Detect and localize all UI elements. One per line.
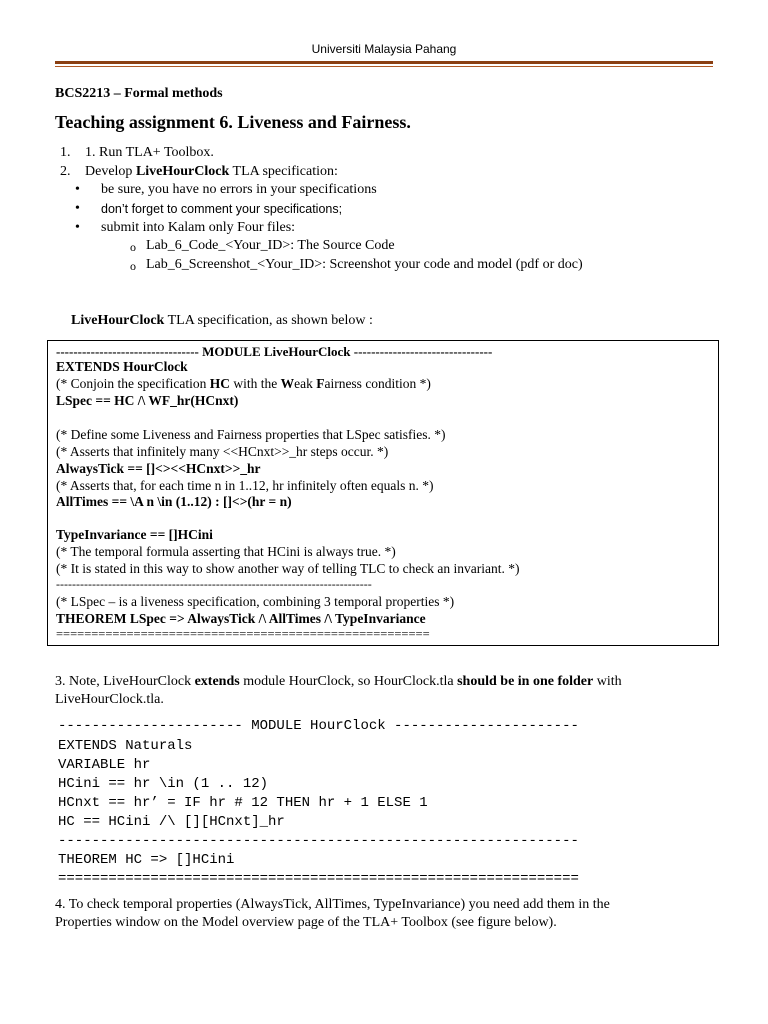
step-1-number: 1. bbox=[60, 145, 71, 160]
note3-b: extends bbox=[194, 674, 240, 689]
code-separator: -------------------------------------------------------------- bbox=[58, 833, 579, 849]
code-hcini: HCini == hr \in (1 .. 12) bbox=[58, 776, 269, 792]
code-extends: EXTENDS Naturals bbox=[58, 738, 193, 754]
spec-type-invariance: TypeInvariance == []HCini bbox=[56, 527, 213, 542]
bullet-dot-icon: • bbox=[75, 201, 80, 216]
course-title: BCS2213 – Formal methods bbox=[55, 86, 223, 101]
header-rule-thick bbox=[55, 61, 713, 64]
bullet-3: submit into Kalam only Four files: bbox=[101, 220, 296, 235]
code-theorem: THEOREM HC => []HCini bbox=[58, 852, 235, 868]
spec-lspec: LSpec == HC /\ WF_hr(HCnxt) bbox=[56, 393, 239, 408]
code-module-line: ---------------------- MODULE HourClock ---------------------- bbox=[58, 718, 579, 734]
page-header-university: Universiti Malaysia Pahang bbox=[311, 42, 457, 56]
spec-extends: EXTENDS HourClock bbox=[56, 359, 188, 374]
spec-intro-rest: TLA specification, as shown below : bbox=[164, 313, 373, 328]
spec-theorem: THEOREM LSpec => AlwaysTick /\ AllTimes /\ TypeInvariance bbox=[56, 611, 426, 626]
step-2-post: TLA specification: bbox=[229, 164, 338, 179]
spec-l3b: HC bbox=[209, 376, 230, 391]
sub-bullet-circle-icon: o bbox=[130, 240, 136, 254]
code-hcnxt: HCnxt == hr’ = IF hr # 12 THEN hr + 1 ELSE 1 bbox=[58, 795, 428, 811]
spec-comment-lspec: (* LSpec – is a liveness specification, combining 3 temporal properties *) bbox=[56, 594, 455, 609]
spec-separator: ------------------------------------------------------------------------------- bbox=[56, 577, 372, 591]
spec-comment-asserts-times: (* Asserts that, for each time n in 1..12, hr infinitely often equals n. *) bbox=[56, 478, 434, 493]
code-hc: HC == HCini /\ [][HCnxt]_hr bbox=[58, 814, 285, 830]
spec-all-times: AllTimes == \A n \in (1..12) : []<>(hr = n) bbox=[56, 494, 292, 509]
spec-comment-conjoin bbox=[56, 376, 431, 392]
spec-intro-bold: LiveHourClock bbox=[71, 313, 165, 328]
note3-e: with bbox=[593, 674, 622, 689]
spec-comment-tlc: (* It is stated in this way to show another way of telling TLC to check an invariant. *) bbox=[56, 561, 520, 576]
spec-comment-hcini: (* The temporal formula asserting that HCini is always true. *) bbox=[56, 544, 396, 559]
step-2-text bbox=[85, 164, 338, 180]
note3-c: module HourClock, so HourClock.tla bbox=[239, 674, 458, 689]
spec-comment-define: (* Define some Liveness and Fairness properties that LSpec satisfies. *) bbox=[56, 427, 446, 442]
note-3-line-2: LiveHourClock.tla. bbox=[55, 692, 164, 707]
note3-d: should be in one folder bbox=[457, 674, 594, 689]
spec-l3g: airness condition *) bbox=[324, 376, 431, 391]
code-end-line: ============================================================== bbox=[58, 871, 579, 887]
spec-module-line: --------------------------------- MODULE LiveHourClock -------------------------------- bbox=[56, 344, 493, 359]
spec-always-tick: AlwaysTick == []<><<HCnxt>>_hr bbox=[56, 461, 261, 476]
bullet-1: be sure, you have no errors in your specifications bbox=[101, 182, 377, 197]
spec-l3c: with the bbox=[229, 376, 281, 391]
bullet-2: don’t forget to comment your specifications; bbox=[101, 202, 343, 216]
spec-end-line: ===================================================== bbox=[56, 627, 430, 641]
step-2-bold: LiveHourClock bbox=[135, 164, 230, 179]
sub-bullet-1: Lab_6_Code_<Your_ID>: The Source Code bbox=[146, 238, 395, 253]
code-variable: VARIABLE hr bbox=[58, 757, 151, 773]
spec-l3a: (* Conjoin the specification bbox=[56, 376, 210, 391]
step-1-text: 1. Run TLA+ Toolbox. bbox=[85, 145, 214, 160]
assignment-title: Teaching assignment 6. Liveness and Fairness. bbox=[55, 112, 411, 132]
spec-comment-asserts-tick: (* Asserts that infinitely many <<HCnxt>>_hr steps occur. *) bbox=[56, 444, 389, 459]
spec-l3e: eak bbox=[294, 376, 317, 391]
spec-l3f: F bbox=[316, 376, 325, 391]
bullet-dot-icon: • bbox=[75, 220, 80, 235]
step-2-pre: Develop bbox=[85, 164, 136, 179]
spec-l3d: W bbox=[280, 376, 295, 391]
bullet-dot-icon: • bbox=[75, 182, 80, 197]
sub-bullet-circle-icon: o bbox=[130, 259, 136, 273]
sub-bullet-2: Lab_6_Screenshot_<Your_ID>: Screenshot your code and model (pdf or doc) bbox=[146, 257, 583, 272]
note3-a: 3. Note, LiveHourClock bbox=[55, 674, 195, 689]
header-rule-thin bbox=[55, 66, 713, 67]
spec-intro bbox=[71, 313, 373, 329]
note-3-line-1 bbox=[55, 674, 622, 690]
step-2-number: 2. bbox=[60, 164, 71, 179]
note-4-line-2: Properties window on the Model overview page of the TLA+ Toolbox (see figure below). bbox=[55, 915, 557, 930]
note-4-line-1: 4. To check temporal properties (AlwaysTick, AllTimes, TypeInvariance) you need add them in the bbox=[55, 897, 610, 912]
